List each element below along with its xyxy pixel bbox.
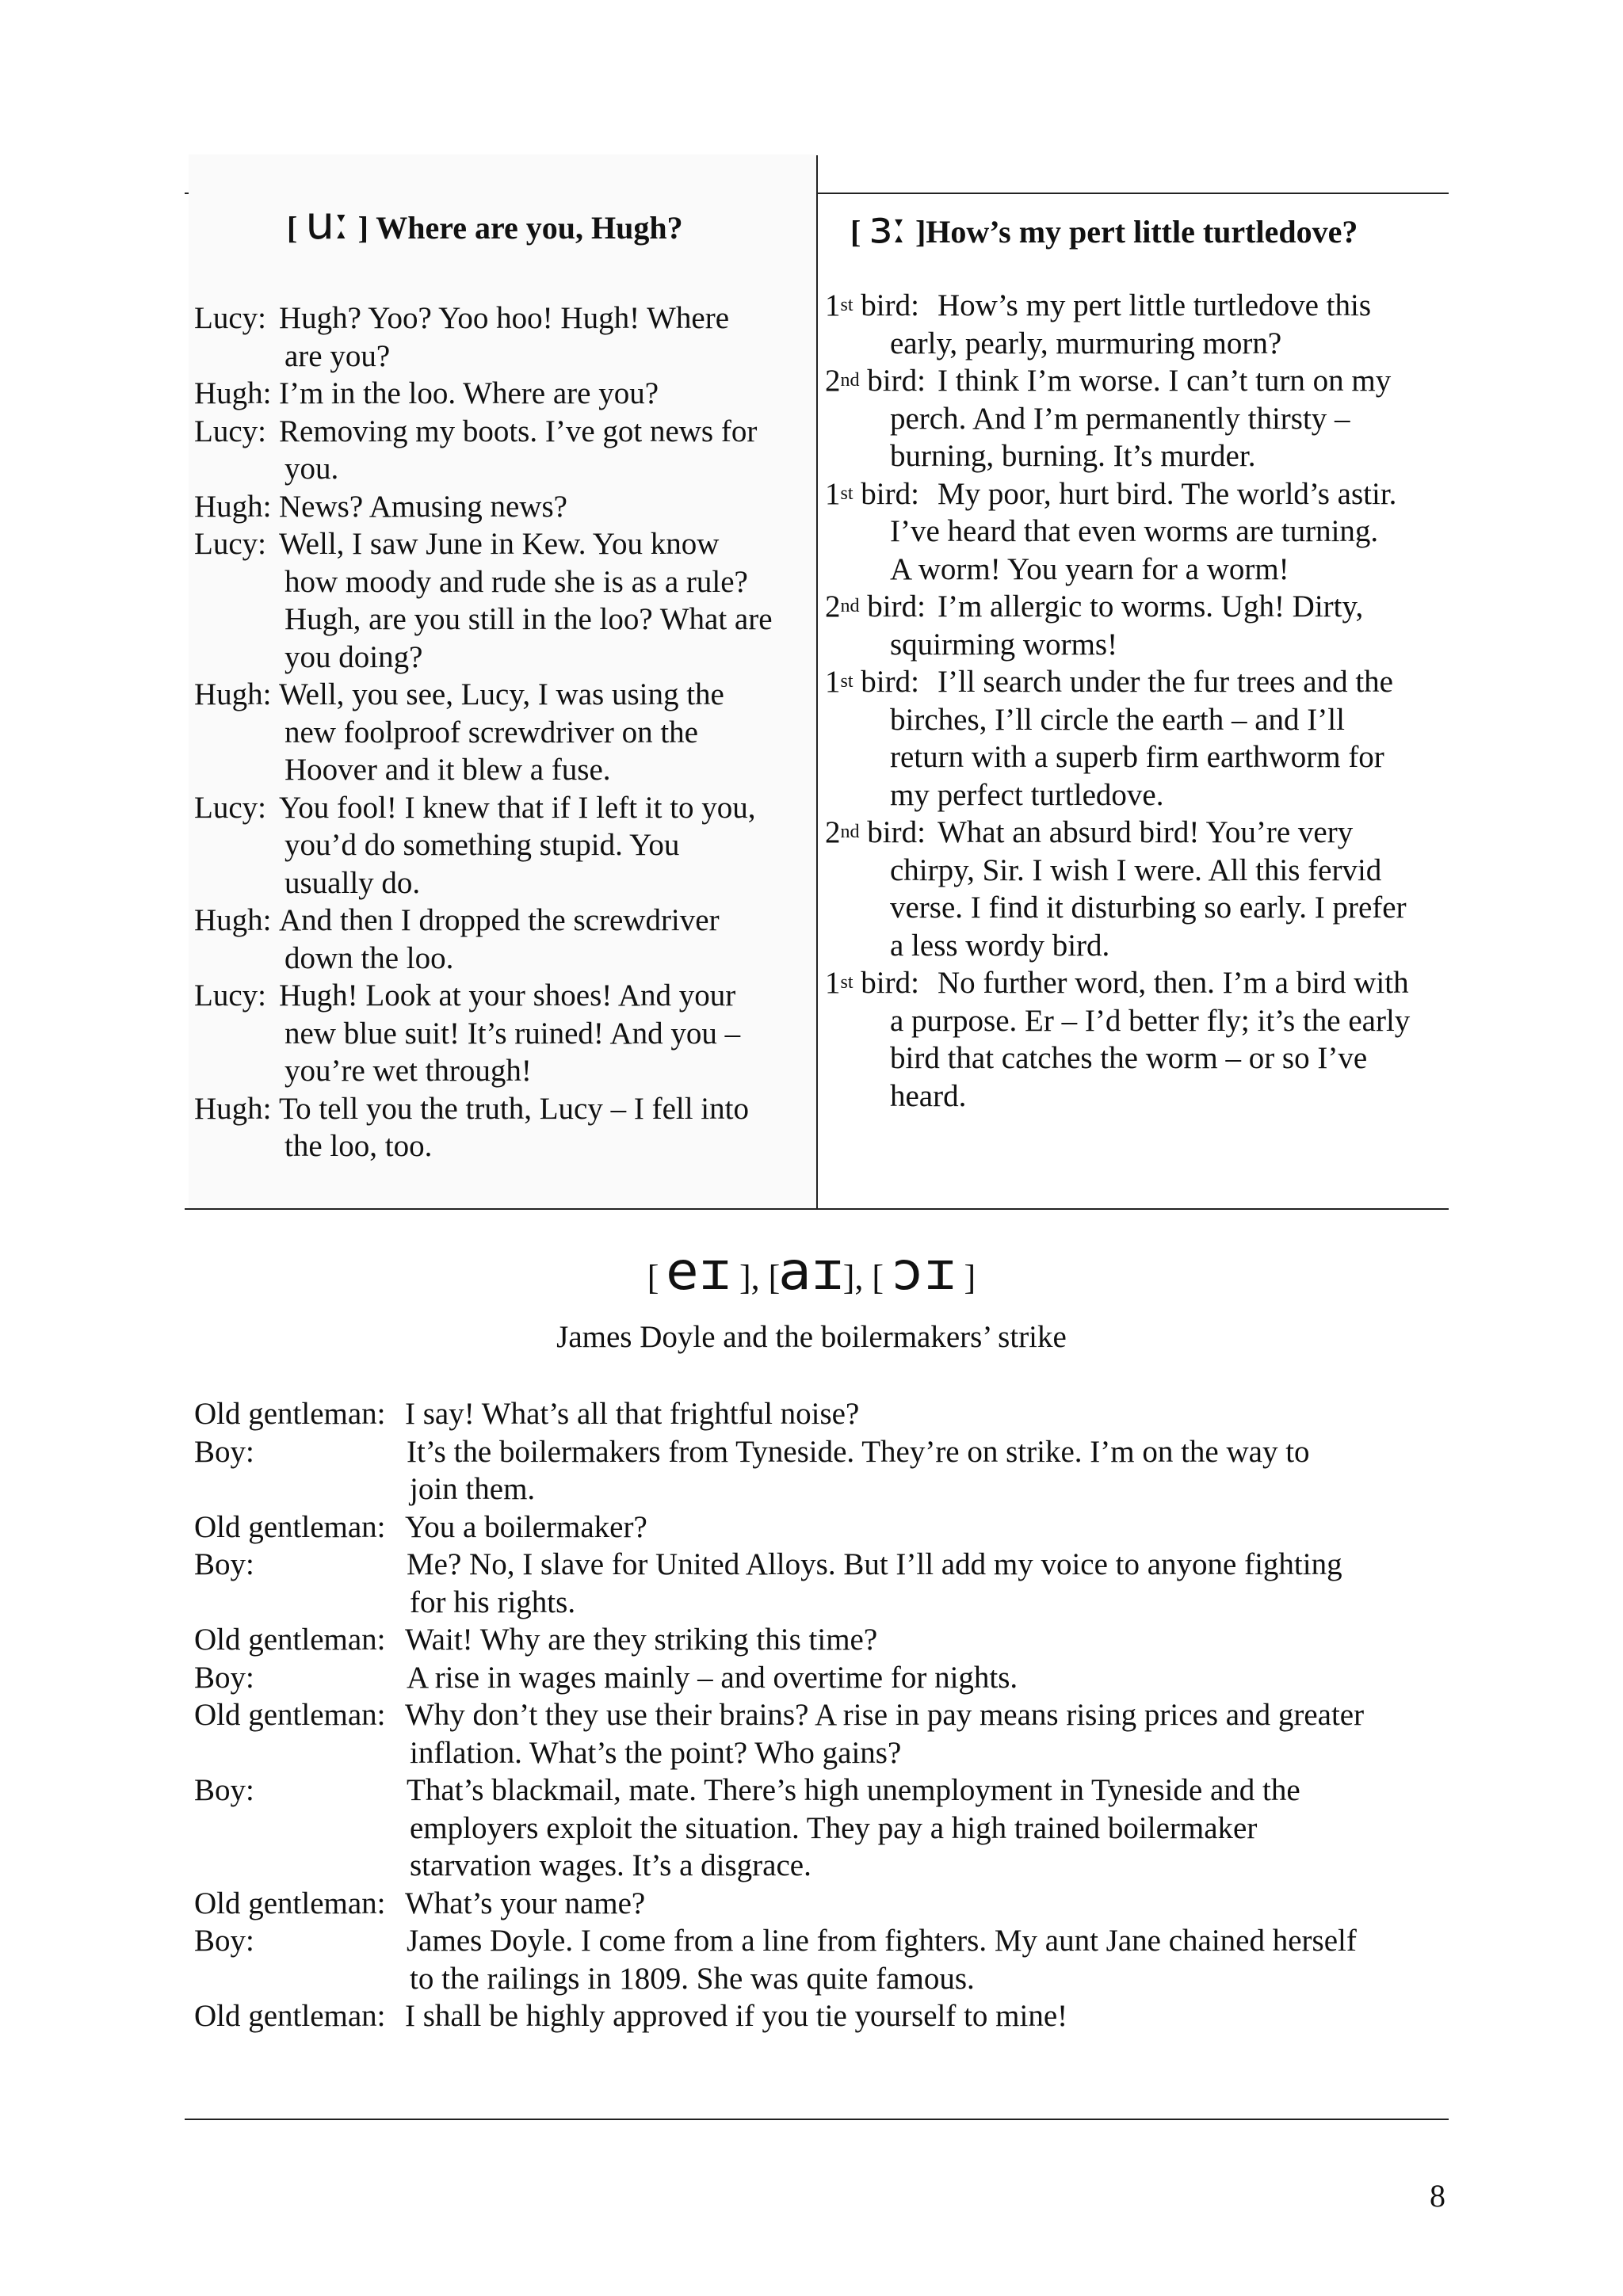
dialogue-text: a purpose. Er – I’d better fly; it’s the early (890, 1003, 1411, 1038)
speaker-name: Lucy: (194, 790, 266, 825)
dialogue-line (825, 738, 1443, 776)
dialogue-line (194, 1470, 1446, 1508)
dialogue-text: bird that catches the worm – or so I’ve (890, 1041, 1368, 1075)
speaker-role: bird: (853, 476, 919, 511)
speaker-name (825, 964, 919, 1002)
dialogue-line (194, 1508, 1446, 1547)
dialogue-line (194, 826, 812, 864)
ipa-u-long-symbol: uː (305, 196, 350, 250)
dialogue-line (194, 1621, 1446, 1659)
dialogue-text: heard. (890, 1078, 967, 1113)
ordinal-suffix: st (840, 482, 854, 504)
speaker-name: Boy: (194, 1924, 254, 1958)
dialogue-line (194, 1772, 1446, 1810)
dialogue-line (194, 676, 812, 714)
dialogue-text: That’s blackmail, mate. There’s high unemployment in Tyneside and the (407, 1773, 1300, 1807)
ordinal-suffix: st (840, 295, 854, 315)
dialogue-continuation: starvation wages. It’s a disgrace. (410, 1848, 812, 1882)
dialogue-text: News? Amusing news? (279, 489, 567, 524)
dialogue-line (825, 626, 1443, 664)
ordinal-suffix: nd (840, 822, 860, 842)
speaker-role: bird: (853, 665, 919, 699)
speaker-number: 2 (825, 589, 841, 624)
dialogue-line (194, 977, 812, 1015)
ipa-oi-symbol: ɔɪ (891, 1241, 957, 1302)
dialogue-text: early, pearly, murmuring morn? (890, 326, 1282, 360)
dialogue-line (194, 1885, 1446, 1923)
dialogue-continuation: to the railings in 1809. She was quite famous. (410, 1961, 975, 1996)
dialogue-text: chirpy, Sir. I wish I were. All this fervid (890, 852, 1382, 887)
speaker-name: Old gentleman: (194, 1698, 386, 1732)
dialogue-text: I’ll search under the fur trees and the (938, 665, 1393, 699)
dialogue-line (825, 551, 1443, 589)
dialogue-line (194, 1696, 1446, 1734)
dialogue-text: Hugh? Yoo? Yoo hoo! Hugh! Where (279, 301, 730, 335)
dialogue-text: verse. I find it disturbing so early. I prefer (890, 891, 1407, 925)
dialogue-line (194, 299, 812, 338)
speaker-name (825, 814, 926, 852)
speaker-name: Boy: (194, 1434, 254, 1469)
dialogue-line (825, 964, 1443, 1002)
dialogue-text: birches, I’ll circle the earth – and I’ll (890, 702, 1345, 737)
dialogue-text: I’m in the loo. Where are you? (279, 376, 659, 410)
dialogue-text: I’m allergic to worms. Ugh! Dirty, (938, 589, 1364, 624)
dialogue-text: Hugh! Look at your shoes! And your (279, 978, 736, 1013)
speaker-name (825, 287, 919, 325)
dialogue-line (194, 902, 812, 940)
dialogue-line (194, 450, 812, 488)
dialogue-line (825, 663, 1443, 701)
dialogue-line (194, 413, 812, 451)
dialogue-text: James Doyle. I come from a line from fighters. My aunt Jane chained herself (407, 1924, 1357, 1958)
dialogue-line (194, 338, 812, 376)
dialogue-line (825, 362, 1443, 400)
dialogue-text: return with a superb firm earthworm for (890, 740, 1384, 774)
speaker-name: Old gentleman: (194, 1886, 386, 1920)
dialogue-line (194, 1922, 1446, 1960)
dialogue-line (194, 1734, 1446, 1772)
speaker-name: Boy: (194, 1660, 254, 1695)
dialogue-line (825, 325, 1443, 363)
dialogue-line (194, 751, 812, 789)
speaker-name (825, 362, 926, 400)
dialogue-line (194, 1584, 1446, 1622)
dialogue-text: A rise in wages mainly – and overtime for nights. (407, 1660, 1018, 1695)
ipa-ei-symbol: eɪ (666, 1241, 732, 1302)
dialogue-line (194, 1659, 1446, 1697)
dialogue-continuation: for his rights. (410, 1585, 576, 1619)
dialogue-line (825, 513, 1443, 551)
dialogue-line (825, 588, 1443, 626)
dialogue-line (194, 488, 812, 526)
dialogue-line (194, 1052, 812, 1090)
dialogue-line (825, 852, 1443, 890)
dialogue-line (194, 1090, 812, 1128)
speaker-number: 1 (825, 476, 841, 511)
speaker-name: Lucy: (194, 301, 266, 335)
speaker-number: 2 (825, 364, 841, 398)
dialogue-line (825, 927, 1443, 965)
speaker-role: bird: (859, 589, 926, 624)
right-heading-text: ]How’s my pert little turtledove? (915, 214, 1358, 250)
dialogue-text: To tell you the truth, Lucy – I fell into (279, 1091, 749, 1126)
speaker-name (825, 588, 926, 626)
speaker-name (825, 663, 919, 701)
speaker-number: 1 (825, 966, 841, 1000)
column-divider-top (816, 155, 818, 193)
dialogue-text: you’d do something stupid. You (285, 828, 680, 862)
speaker-role: bird: (859, 815, 926, 849)
ipa-ai-symbol: aɪ (778, 1241, 845, 1302)
dialogue-line (194, 1997, 1446, 2035)
speaker-name: Old gentleman: (194, 1623, 386, 1657)
speaker-name: Lucy: (194, 978, 266, 1013)
speaker-number: 1 (825, 288, 841, 322)
left-heading-text: ] Where are you, Hugh? (357, 210, 683, 246)
dialogue-text: usually do. (285, 865, 421, 900)
speaker-number: 1 (825, 665, 841, 699)
bottom-dialogue (194, 1395, 1446, 2035)
speaker-name: Lucy: (194, 527, 266, 561)
dialogue-text: Me? No, I slave for United Alloys. But I’ll add my voice to anyone fighting (407, 1547, 1342, 1581)
dialogue-text: It’s the boilermakers from Tyneside. They’re on strike. I’m on the way to (407, 1434, 1310, 1469)
dialogue-text: Wait! Why are they striking this time? (405, 1623, 878, 1657)
dialogue-text: my perfect turtledove. (890, 777, 1164, 812)
dialogue-text: Hugh, are you still in the loo? What are (285, 602, 773, 636)
dialogue-line (825, 400, 1443, 438)
speaker-name (825, 475, 919, 513)
dialogue-line (825, 287, 1443, 325)
dialogue-continuation: join them. (410, 1472, 536, 1506)
dialogue-text: You fool! I knew that if I left it to you, (279, 790, 756, 825)
dialogue-line (825, 475, 1443, 513)
dialogue-text: I say! What’s all that frightful noise? (405, 1397, 860, 1431)
dialogue-text: the loo, too. (285, 1129, 433, 1163)
speaker-role: bird: (859, 364, 926, 398)
speaker-role: bird: (853, 966, 919, 1000)
speaker-name: Boy: (194, 1773, 254, 1807)
dialogue-text: squirming worms! (890, 627, 1118, 662)
right-heading: [ ɜː ]How’s my pert little turtledove? (850, 202, 1358, 254)
dialogue-line (825, 814, 1443, 852)
speaker-name: Hugh: (194, 489, 272, 524)
dialogue-text: Removing my boots. I’ve got news for (279, 414, 758, 448)
dialogue-line (825, 1002, 1443, 1040)
left-heading: [ uː ] Where are you, Hugh? (287, 196, 683, 250)
dialogue-text: What’s your name? (405, 1886, 646, 1920)
dialogue-line (825, 889, 1443, 927)
dialogue-text: you doing? (285, 639, 423, 674)
speaker-name: Old gentleman: (194, 1397, 386, 1431)
dialogue-line (825, 1077, 1443, 1116)
speaker-name: Boy: (194, 1547, 254, 1581)
dialogue-text: No further word, then. I’m a bird with (938, 966, 1409, 1000)
ordinal-suffix: st (840, 671, 854, 692)
dialogue-line (194, 940, 812, 978)
dialogue-text: You a boilermaker? (405, 1509, 647, 1544)
dialogue-line (825, 1039, 1443, 1077)
dialogue-line (194, 789, 812, 827)
right-dialogue (825, 287, 1443, 1115)
dialogue-continuation: employers exploit the situation. They pay a high trained boilermaker (410, 1810, 1258, 1845)
dialogue-text: I think I’m worse. I can’t turn on my (938, 364, 1392, 398)
page-number: 8 (1430, 2178, 1445, 2214)
dialogue-line (194, 639, 812, 677)
dialogue-line (194, 525, 812, 563)
dialogue-line (194, 1433, 1446, 1471)
dialogue-text: perch. And I’m permanently thirsty – (890, 401, 1350, 436)
dialogue-text: you. (285, 452, 339, 486)
dialogue-text: I’ve heard that even worms are turning. (890, 514, 1379, 548)
dialogue-line (194, 375, 812, 413)
dialogue-line (194, 864, 812, 902)
table-bottom-rule (185, 1208, 1449, 1210)
dialogue-text: A worm! You yearn for a worm! (890, 551, 1289, 586)
column-divider (816, 193, 818, 1208)
dialogue-continuation: inflation. What’s the point? Who gains? (410, 1735, 902, 1770)
dialogue-text: burning, burning. It’s murder. (890, 439, 1256, 473)
diphthong-heading: [ eɪ ], [aɪ], [ ɔɪ ] (647, 1241, 976, 1302)
speaker-name: Lucy: (194, 414, 266, 448)
dialogue-line (194, 714, 812, 752)
dialogue-line (194, 1395, 1446, 1433)
ordinal-suffix: st (840, 972, 854, 993)
dialogue-text: I shall be highly approved if you tie yourself to mine! (405, 1999, 1068, 2033)
dialogue-text: Why don’t they use their brains? A rise in pay means rising prices and greater (405, 1698, 1365, 1732)
section-subtitle: James Doyle and the boilermakers’ strike (556, 1320, 1067, 1354)
speaker-name: Old gentleman: (194, 1999, 386, 2033)
dialogue-text: how moody and rude she is as a rule? (285, 564, 748, 599)
ordinal-suffix: nd (840, 596, 860, 616)
dialogue-text: down the loo. (285, 940, 454, 975)
dialogue-line (194, 1127, 812, 1165)
speaker-number: 2 (825, 815, 841, 849)
dialogue-text: Well, you see, Lucy, I was using the (279, 677, 724, 711)
dialogue-text: a less wordy bird. (890, 928, 1110, 963)
dialogue-text: And then I dropped the screwdriver (279, 903, 720, 937)
dialogue-line (825, 776, 1443, 814)
dialogue-text: you’re wet through! (285, 1054, 532, 1088)
dialogue-line (194, 1546, 1446, 1584)
dialogue-line (194, 1847, 1446, 1885)
speaker-name: Hugh: (194, 376, 272, 410)
dialogue-text: My poor, hurt bird. The world’s astir. (938, 476, 1397, 511)
speaker-role: bird: (853, 288, 919, 322)
speaker-name: Hugh: (194, 903, 272, 937)
dialogue-text: Well, I saw June in Kew. You know (279, 527, 720, 561)
ordinal-suffix: nd (840, 370, 860, 391)
dialogue-text: Hoover and it blew a fuse. (285, 753, 611, 787)
footer-rule (185, 2119, 1449, 2120)
left-dialogue (194, 299, 812, 1165)
speaker-name: Hugh: (194, 677, 272, 711)
dialogue-line (194, 601, 812, 639)
dialogue-text: How’s my pert little turtledove this (938, 288, 1372, 322)
ipa-er-long-symbol: ɜː (869, 202, 907, 254)
speaker-name: Hugh: (194, 1091, 272, 1126)
dialogue-text: new blue suit! It’s ruined! And you – (285, 1016, 741, 1051)
dialogue-text: are you? (285, 338, 391, 373)
dialogue-line (825, 701, 1443, 739)
dialogue-text: What an absurd bird! You’re very (938, 815, 1354, 849)
dialogue-line (194, 1960, 1446, 1998)
dialogue-line (825, 437, 1443, 475)
dialogue-line (194, 1810, 1446, 1848)
dialogue-line (194, 1015, 812, 1053)
dialogue-line (194, 563, 812, 601)
dialogue-text: new foolproof screwdriver on the (285, 715, 698, 749)
speaker-name: Old gentleman: (194, 1509, 386, 1544)
